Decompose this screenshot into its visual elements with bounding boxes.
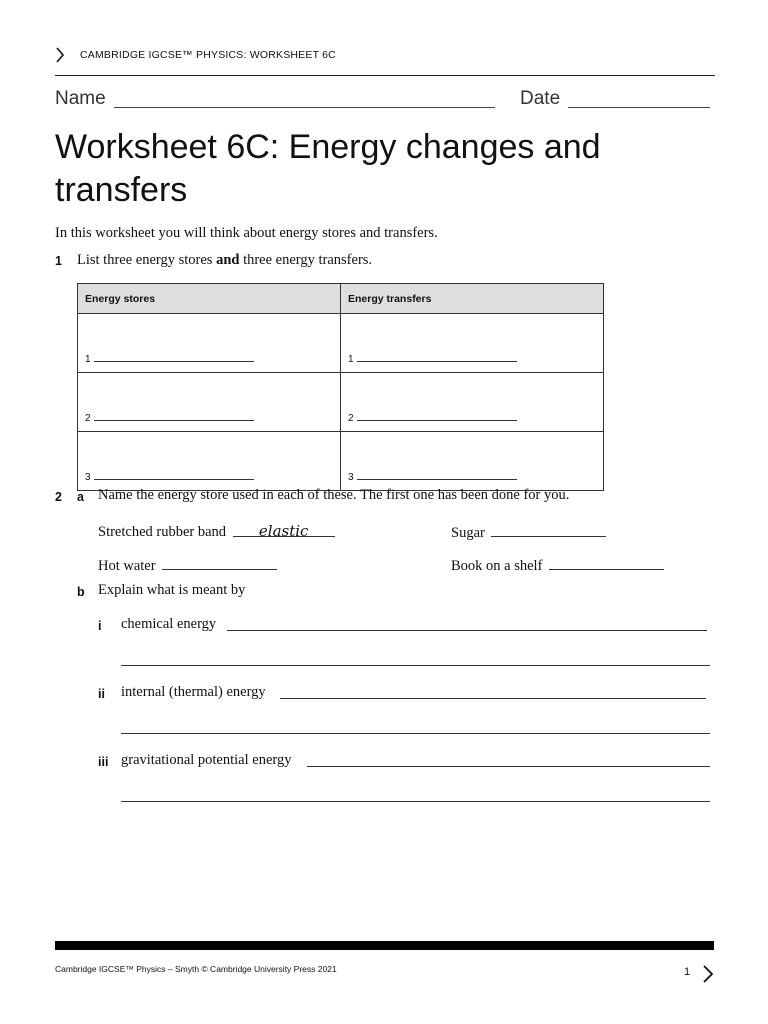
energy-transfer-cell[interactable]: 3 xyxy=(341,432,604,491)
answer-line[interactable] xyxy=(280,698,706,699)
question-1-number: 1 xyxy=(55,254,62,268)
footer-text: Cambridge IGCSE™ Physics – Smyth © Cambridge University Press 2021 xyxy=(55,964,337,974)
answer-blank[interactable] xyxy=(357,351,517,362)
answer-field[interactable]: elastic xyxy=(233,522,335,537)
answer-blank[interactable] xyxy=(94,351,254,362)
part-a-text: Name the energy store used in each of these. The first one has been done for you. xyxy=(98,487,570,503)
part-a-label: a xyxy=(77,490,84,504)
name-field[interactable] xyxy=(114,107,495,108)
energy-transfers-header: Energy transfers xyxy=(341,284,604,314)
table-row xyxy=(78,373,604,432)
page-title: Worksheet 6C: Energy changes and transfers xyxy=(55,128,601,209)
answer-field[interactable] xyxy=(162,555,277,570)
footer-bar xyxy=(55,941,714,950)
energy-transfer-cell[interactable]: 2 xyxy=(341,373,604,432)
answer-line[interactable] xyxy=(307,766,710,767)
answer-line[interactable] xyxy=(121,801,710,802)
energy-store-cell[interactable]: 1 xyxy=(78,314,341,373)
header-divider xyxy=(55,75,715,76)
answer-field[interactable] xyxy=(549,555,664,570)
energy-table xyxy=(77,283,604,491)
numeral-i: i xyxy=(98,619,102,633)
table-row xyxy=(78,314,604,373)
energy-transfer-cell[interactable]: 1 xyxy=(341,314,604,373)
part-b-text: Explain what is meant by xyxy=(98,582,246,598)
chemical-energy-label: chemical energy xyxy=(121,616,217,632)
next-page-chevron-icon[interactable] xyxy=(702,964,714,984)
chevron-right-icon xyxy=(55,46,65,64)
table-header-row xyxy=(78,284,604,314)
date-field[interactable] xyxy=(568,107,710,108)
energy-stores-header: Energy stores xyxy=(78,284,341,314)
answer-blank[interactable] xyxy=(94,469,254,480)
intro-text: In this worksheet you will think about energy stores and transfers. xyxy=(55,225,438,241)
item-sugar: Sugar xyxy=(451,522,606,542)
header-text: CAMBRIDGE IGCSE™ PHYSICS: WORKSHEET 6C xyxy=(80,49,336,61)
answer-blank[interactable] xyxy=(357,469,517,480)
internal-energy-label: internal (thermal) energy xyxy=(121,684,266,700)
item-hot-water: Hot water xyxy=(98,555,277,575)
answer-line[interactable] xyxy=(121,665,710,666)
name-label: Name xyxy=(55,88,106,109)
gravitational-energy-label: gravitational potential energy xyxy=(121,752,292,768)
answer-blank[interactable] xyxy=(94,410,254,421)
answer-line[interactable] xyxy=(227,630,707,631)
item-book-on-shelf: Book on a shelf xyxy=(451,555,664,575)
question-1-text: List three energy stores and three energy transfers. xyxy=(77,252,373,268)
answer-line[interactable] xyxy=(121,733,710,734)
numeral-ii: ii xyxy=(98,687,105,701)
page-number: 1 xyxy=(684,966,691,978)
part-b-label: b xyxy=(77,585,85,599)
item-rubber-band: Stretched rubber band elastic xyxy=(98,522,335,541)
question-2-number: 2 xyxy=(55,490,62,504)
energy-store-cell[interactable]: 2 xyxy=(78,373,341,432)
numeral-iii: iii xyxy=(98,755,109,769)
date-label: Date xyxy=(520,88,561,109)
table-row xyxy=(78,432,604,491)
energy-store-cell[interactable]: 3 xyxy=(78,432,341,491)
answer-field[interactable] xyxy=(491,522,606,537)
answer-blank[interactable] xyxy=(357,410,517,421)
